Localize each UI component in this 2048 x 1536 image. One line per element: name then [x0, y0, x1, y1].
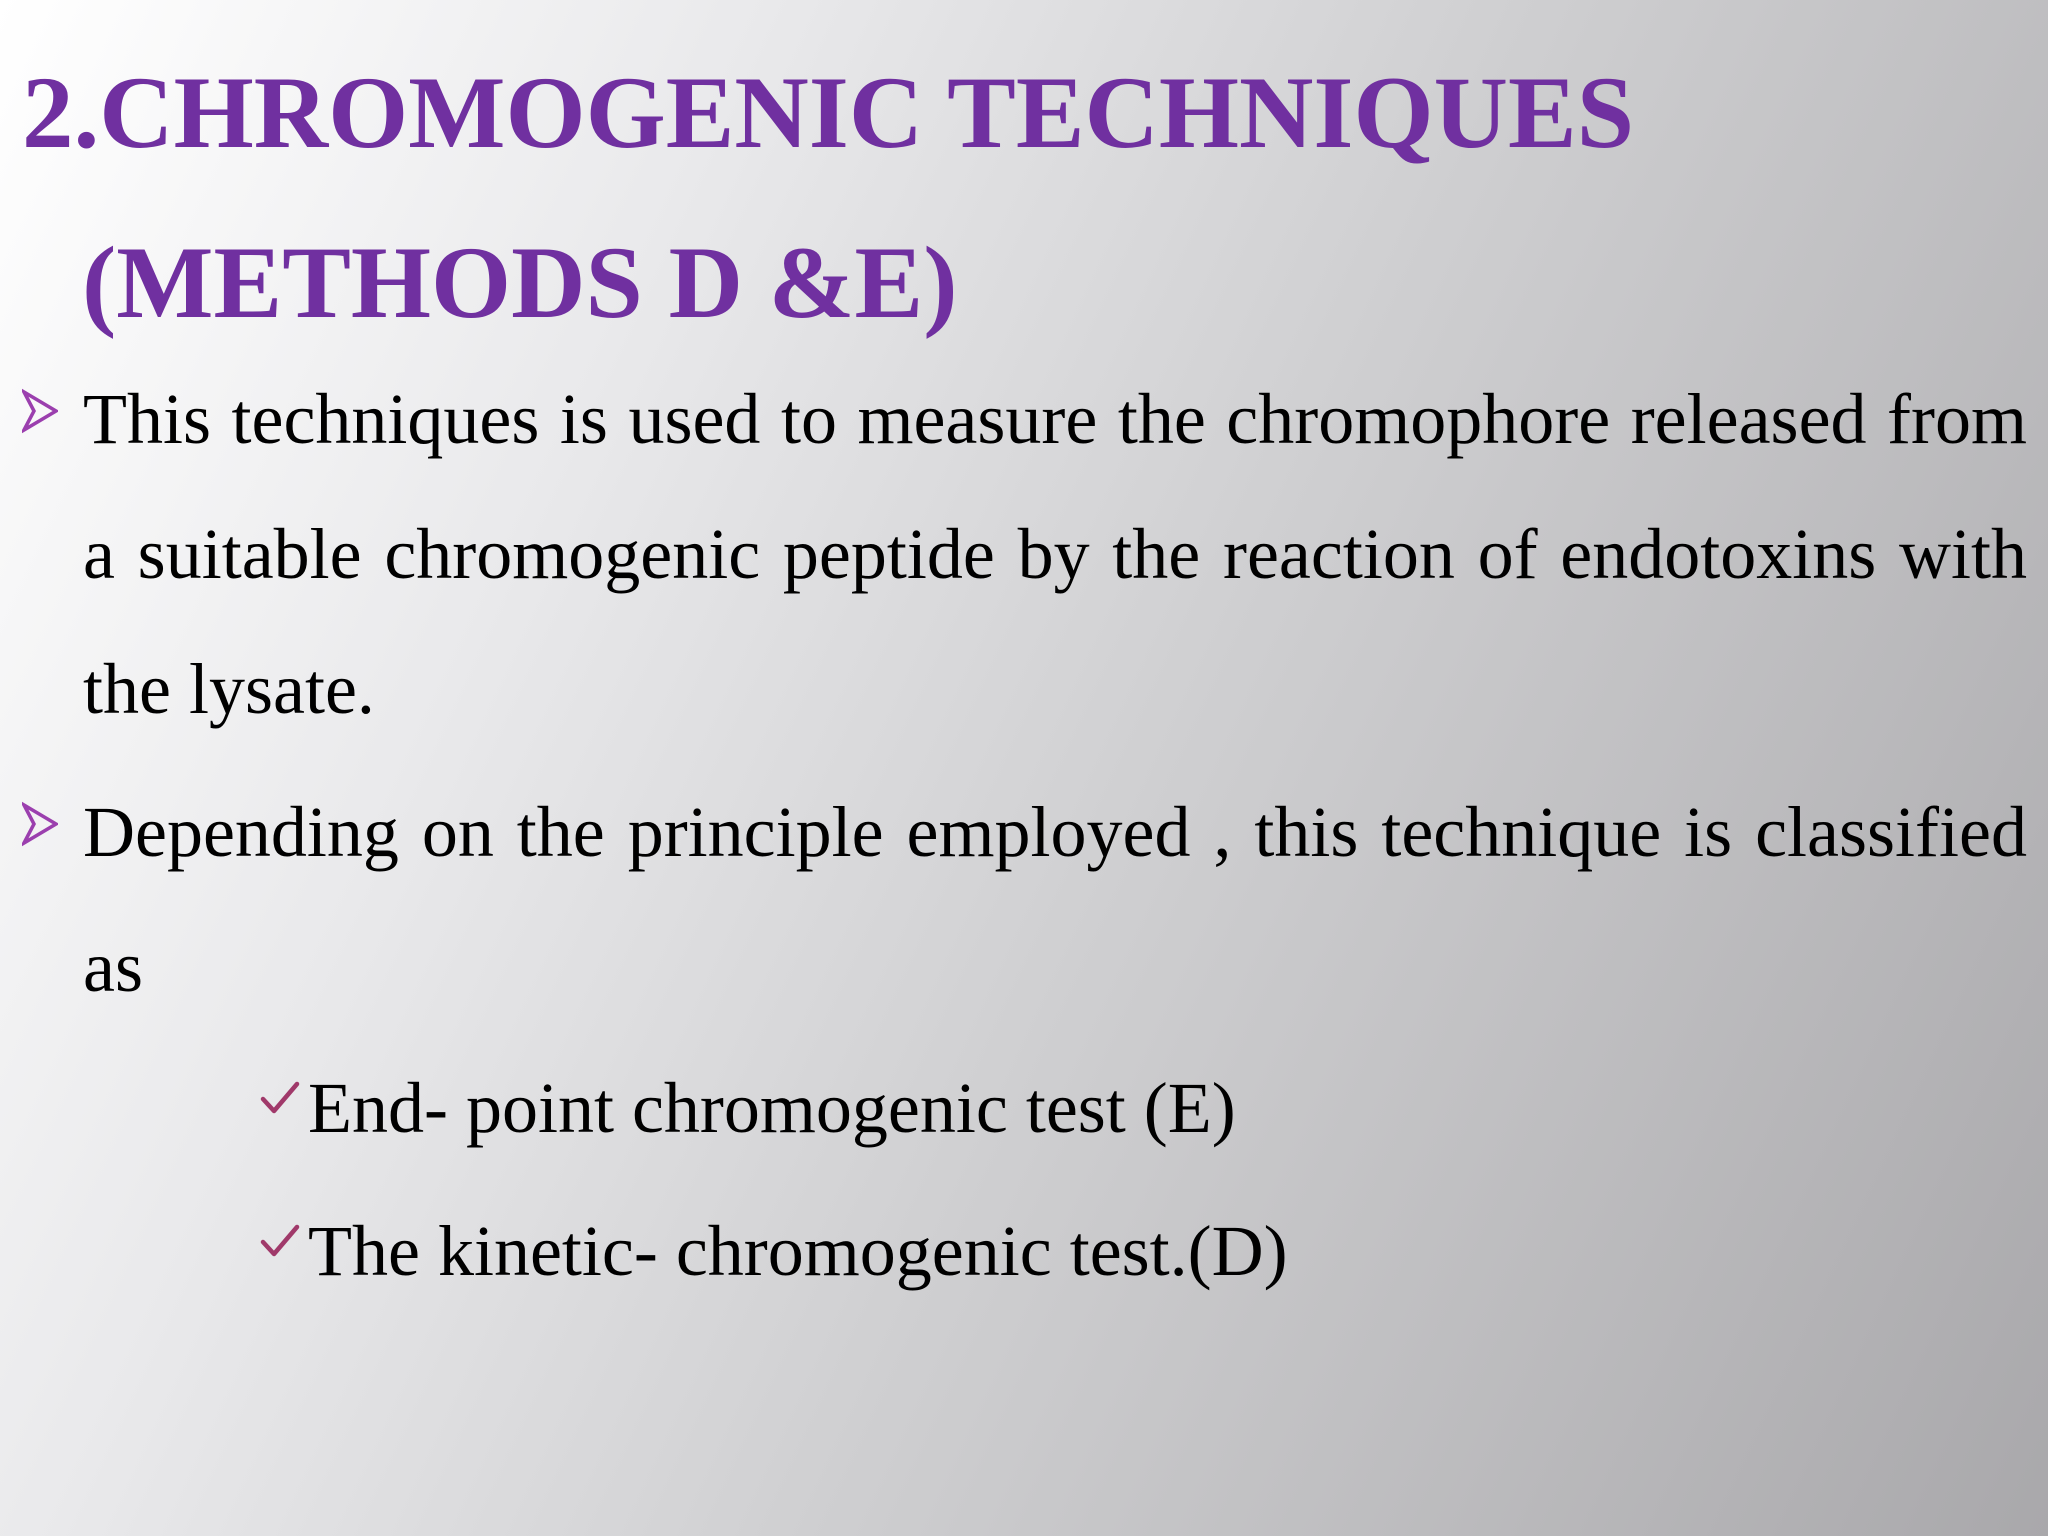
sub-bullet-text: The kinetic- chromogenic test.(D) [308, 1211, 1288, 1291]
arrow-bullet-icon [22, 799, 58, 849]
checkmark-icon [260, 1224, 300, 1258]
bullet-item [22, 352, 2027, 757]
bullet-text: This techniques is used to measure the chromophore released from a suitable chromogenic peptide by the reaction of endotoxins with the lysate. [83, 379, 2027, 729]
slide-title-line-1: 2.CHROMOGENIC TECHNIQUES [22, 56, 1634, 170]
arrow-bullet-icon [22, 386, 58, 436]
bullet-item [22, 765, 2027, 1035]
sub-bullet-list [256, 1037, 1956, 1323]
sub-bullet-item [256, 1180, 1956, 1323]
checkmark-icon [260, 1081, 300, 1115]
slide-title [22, 28, 2012, 368]
sub-bullet-item [256, 1037, 1956, 1180]
bullet-list [22, 352, 2027, 1043]
slide-title-line-2: (METHODS D &E) [82, 226, 958, 340]
sub-bullet-text: End- point chromogenic test (E) [308, 1068, 1236, 1148]
bullet-text: Depending on the principle employed , this technique is classified as [83, 792, 2027, 1007]
